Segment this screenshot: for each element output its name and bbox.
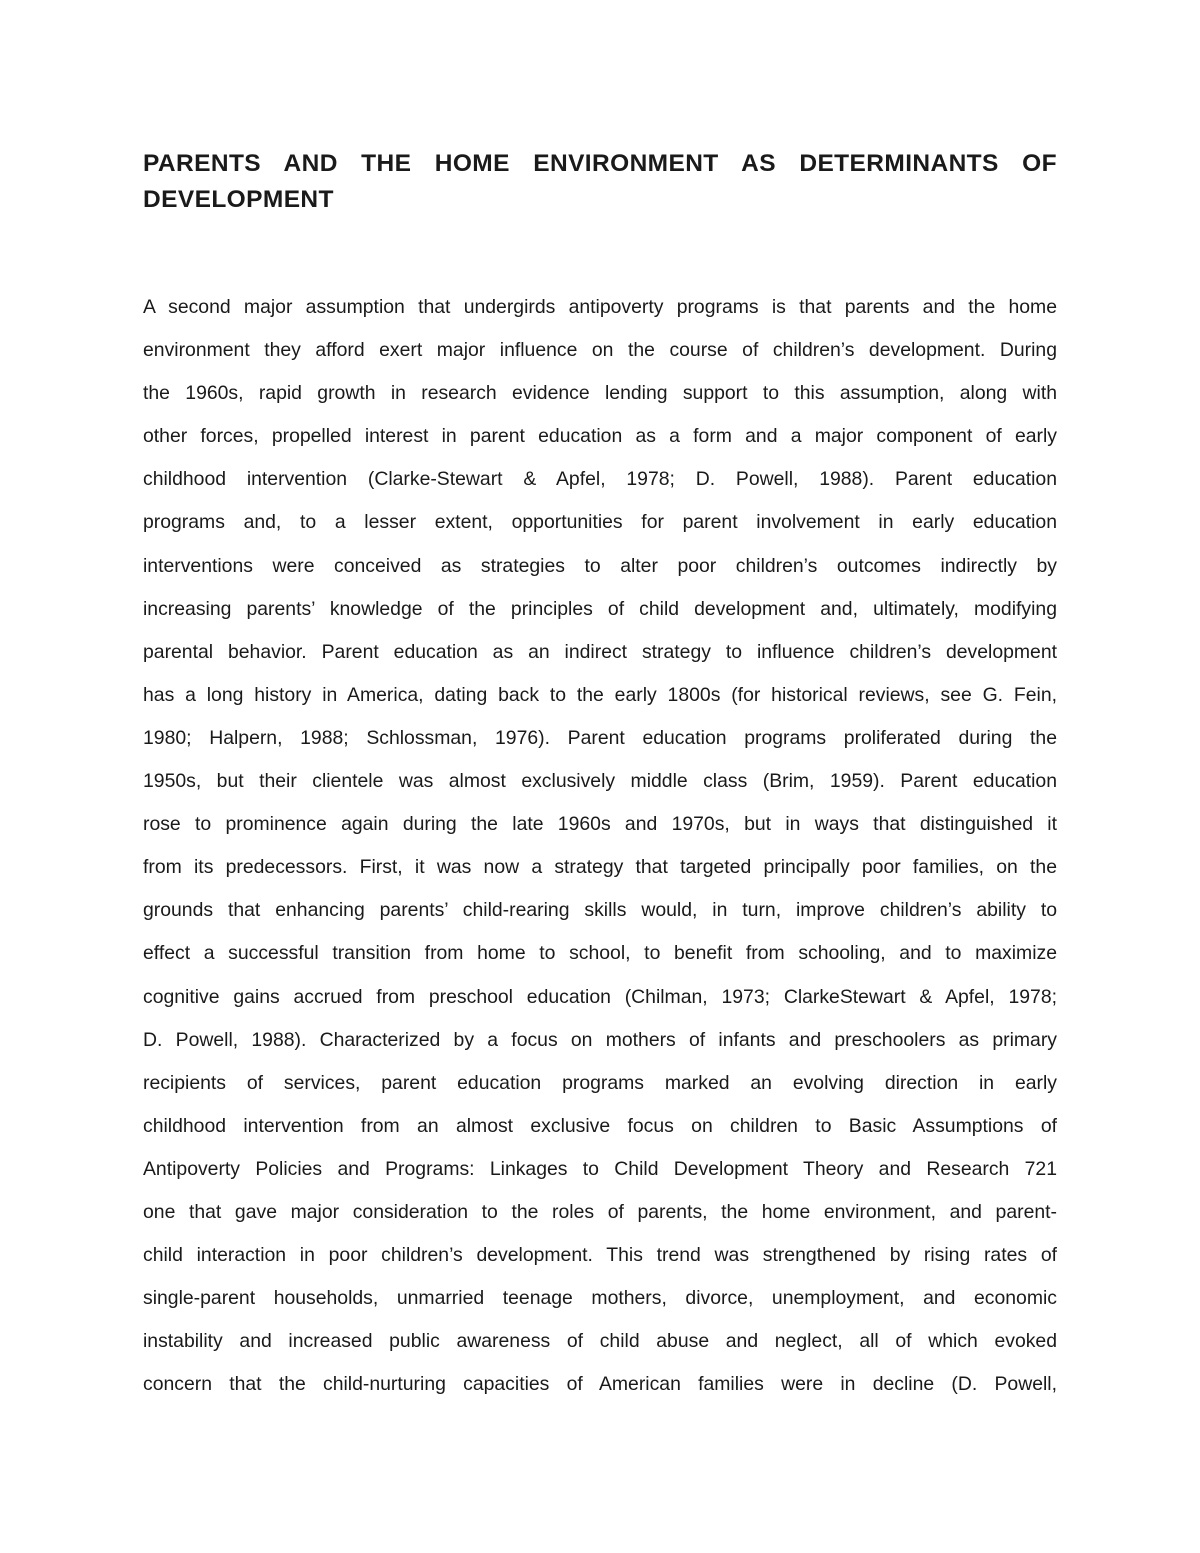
paragraph-line: 1980; Halpern, 1988; Schlossman, 1976). Parent education programs proliferated during the bbox=[143, 726, 1057, 749]
paragraph-line: from its predecessors. First, it was now a strategy that targeted principally poor families, on the bbox=[143, 856, 1057, 879]
paragraph-line: other forces, propelled interest in parent education as a form and a major component of early bbox=[143, 425, 1057, 448]
paragraph-line: the 1960s, rapid growth in research evidence lending support to this assumption, along with bbox=[143, 382, 1057, 405]
paragraph-line: interventions were conceived as strategies to alter poor children’s outcomes indirectly by bbox=[143, 554, 1057, 577]
paragraph-line: instability and increased public awareness of child abuse and neglect, all of which evoked bbox=[143, 1330, 1057, 1353]
paragraph-line: grounds that enhancing parents’ child-rearing skills would, in turn, improve children’s ability to bbox=[143, 899, 1057, 922]
paragraph-line: one that gave major consideration to the roles of parents, the home environment, and parent- bbox=[143, 1200, 1057, 1223]
paragraph-line: cognitive gains accrued from preschool education (Chilman, 1973; ClarkeStewart & Apfel, 1978; bbox=[143, 985, 1057, 1008]
body-paragraph bbox=[143, 286, 1057, 1406]
paragraph-line: child interaction in poor children’s development. This trend was strengthened by rising rates of bbox=[143, 1244, 1057, 1267]
paragraph-line: Antipoverty Policies and Programs: Linkages to Child Development Theory and Research 721 bbox=[143, 1157, 1057, 1180]
document-title: PARENTS AND THE HOME ENVIRONMENT AS DETERMINANTS OF DEVELOPMENT bbox=[143, 150, 1057, 213]
paragraph-line: increasing parents’ knowledge of the principles of child development and, ultimately, modifying bbox=[143, 597, 1057, 620]
paragraph-line: recipients of services, parent education programs marked an evolving direction in early bbox=[143, 1071, 1057, 1094]
paragraph-line: single-parent households, unmarried teenage mothers, divorce, unemployment, and economic bbox=[143, 1287, 1057, 1310]
paragraph-line: D. Powell, 1988). Characterized by a focus on mothers of infants and preschoolers as primary bbox=[143, 1028, 1057, 1051]
paragraph-line: 1950s, but their clientele was almost exclusively middle class (Brim, 1959). Parent education bbox=[143, 770, 1057, 793]
paragraph-line: rose to prominence again during the late 1960s and 1970s, but in ways that distinguished it bbox=[143, 813, 1057, 836]
paragraph-line: environment they afford exert major influence on the course of children’s development. During bbox=[143, 339, 1057, 362]
paragraph-line: programs and, to a lesser extent, opportunities for parent involvement in early education bbox=[143, 511, 1057, 534]
paragraph-line: has a long history in America, dating back to the early 1800s (for historical reviews, see G. Fein, bbox=[143, 683, 1057, 706]
paragraph-line: childhood intervention (Clarke-Stewart & Apfel, 1978; D. Powell, 1988). Parent education bbox=[143, 468, 1057, 491]
paragraph-line: parental behavior. Parent education as an indirect strategy to influence children’s development bbox=[143, 640, 1057, 663]
paragraph-line: childhood intervention from an almost exclusive focus on children to Basic Assumptions of bbox=[143, 1114, 1057, 1137]
paragraph-line: effect a successful transition from home to school, to benefit from schooling, and to maximize bbox=[143, 942, 1057, 965]
paragraph-line: concern that the child-nurturing capacities of American families were in decline (D. Powell, bbox=[143, 1373, 1057, 1396]
paragraph-line: A second major assumption that undergirds antipoverty programs is that parents and the home bbox=[143, 296, 1057, 318]
